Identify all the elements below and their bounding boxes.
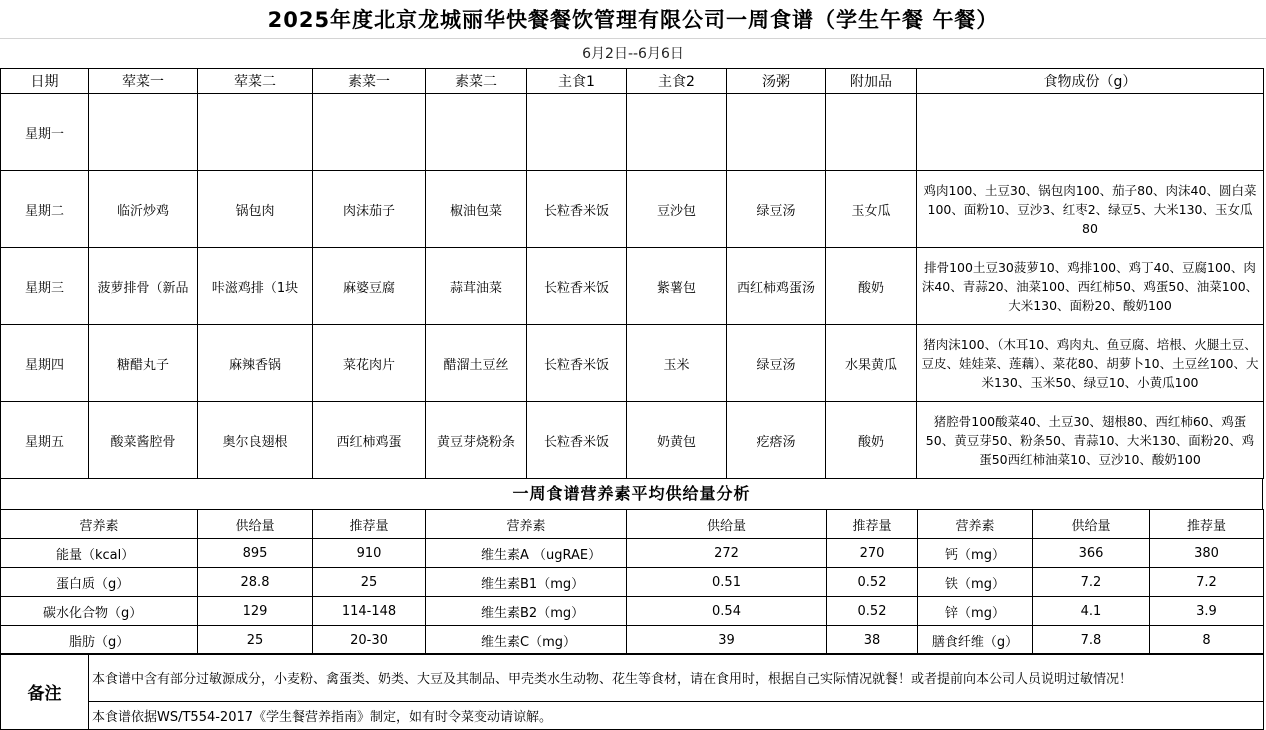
supply-value: 39 — [627, 626, 827, 655]
supply-value: 7.2 — [1033, 568, 1150, 597]
menu-row-tuesday — [1, 171, 1264, 248]
nutrition-table — [0, 509, 1264, 655]
ingredients-cell: 猪肉沫100、（木耳10、鸡肉丸、鱼豆腐、培根、火腿土豆、豆皮、娃娃菜、莲藕）、菜花80、胡萝卜10、土豆丝100、大米130、玉米50、绿豆10、小黄瓜100 — [917, 325, 1264, 402]
staple2-cell: 紫薯包 — [627, 248, 727, 325]
nutrition-section-title: 一周食谱营养素平均供给量分析 — [0, 479, 1263, 509]
meat1-cell — [89, 94, 198, 171]
recommended-header: 推荐量 — [1150, 510, 1264, 539]
menu-header-row — [1, 69, 1264, 94]
soup-cell: 西红柿鸡蛋汤 — [727, 248, 826, 325]
day-cell: 星期二 — [1, 171, 89, 248]
supply-value: 28.8 — [198, 568, 313, 597]
supply-header: 供给量 — [1033, 510, 1150, 539]
meat1-cell: 糖醋丸子 — [89, 325, 198, 402]
staple1-cell: 长粒香米饭 — [527, 248, 627, 325]
veg1-cell — [313, 94, 426, 171]
menu-header-cell: 日期 — [1, 69, 89, 94]
nutrition-row — [1, 568, 1264, 597]
ingredients-cell — [917, 94, 1264, 171]
veg1-cell: 肉沫茄子 — [313, 171, 426, 248]
veg1-cell: 麻婆豆腐 — [313, 248, 426, 325]
recommended-value: 8 — [1150, 626, 1264, 655]
supply-value: 7.8 — [1033, 626, 1150, 655]
staple1-cell: 长粒香米饭 — [527, 402, 627, 479]
allergen-note: 本食谱中含有部分过敏源成分，小麦粉、禽蛋类、奶类、大豆及其制品、甲壳类水生动物、花生等食材，请在食用时，根据自己实际情况就餐！或者提前向本公司人员说明过敏情况！ — [89, 654, 1264, 702]
recommended-value: 270 — [827, 539, 918, 568]
recommended-value: 3.9 — [1150, 597, 1264, 626]
extra-cell: 酸奶 — [826, 402, 917, 479]
menu-header-cell: 汤粥 — [727, 69, 826, 94]
recommended-value: 114-148 — [313, 597, 426, 626]
supply-value: 0.51 — [627, 568, 827, 597]
nutrient-header: 营养素 — [918, 510, 1033, 539]
day-cell: 星期四 — [1, 325, 89, 402]
weekly-menu-table — [0, 68, 1264, 479]
extra-cell: 玉女瓜 — [826, 171, 917, 248]
veg2-cell: 蒜茸油菜 — [426, 248, 527, 325]
staple2-cell: 豆沙包 — [627, 171, 727, 248]
nutrient-name: 蛋白质（g） — [1, 568, 198, 597]
notes-label: 备注 — [1, 654, 89, 730]
supply-value: 129 — [198, 597, 313, 626]
veg1-cell: 西红柿鸡蛋 — [313, 402, 426, 479]
soup-cell: 疙瘩汤 — [727, 402, 826, 479]
meat2-cell — [198, 94, 313, 171]
nutrient-header: 营养素 — [426, 510, 627, 539]
staple2-cell: 玉米 — [627, 325, 727, 402]
menu-header-cell: 附加品 — [826, 69, 917, 94]
soup-cell: 绿豆汤 — [727, 171, 826, 248]
recommended-value: 38 — [827, 626, 918, 655]
day-cell: 星期三 — [1, 248, 89, 325]
nutrient-name: 锌（mg） — [918, 597, 1033, 626]
meat1-cell: 临沂炒鸡 — [89, 171, 198, 248]
staple1-cell: 长粒香米饭 — [527, 325, 627, 402]
supply-header: 供给量 — [198, 510, 313, 539]
nutrient-header: 营养素 — [1, 510, 198, 539]
supply-header: 供给量 — [627, 510, 827, 539]
menu-header-cell: 素菜二 — [426, 69, 527, 94]
recommended-value: 910 — [313, 539, 426, 568]
supply-value: 0.54 — [627, 597, 827, 626]
menu-row-thursday — [1, 325, 1264, 402]
supply-value: 366 — [1033, 539, 1150, 568]
nutrient-name: 维生素A （ugRAE） — [426, 539, 627, 568]
nutrient-name: 膳食纤维（g） — [918, 626, 1033, 655]
nutrient-name: 能量（kcal） — [1, 539, 198, 568]
veg1-cell: 菜花肉片 — [313, 325, 426, 402]
nutrition-header-row — [1, 510, 1264, 539]
staple1-cell: 长粒香米饭 — [527, 171, 627, 248]
guideline-note: 本食谱依据WS/T554-2017《学生餐营养指南》制定，如有时令菜变动请谅解。 — [89, 702, 1264, 730]
recommended-header: 推荐量 — [827, 510, 918, 539]
recommended-value: 0.52 — [827, 597, 918, 626]
page-title: 2025年度北京龙城丽华快餐餐饮管理有限公司一周食谱（学生午餐 午餐） — [267, 8, 999, 32]
menu-header-cell: 食物成份（g） — [917, 69, 1264, 94]
extra-cell: 酸奶 — [826, 248, 917, 325]
soup-cell: 绿豆汤 — [727, 325, 826, 402]
nutrient-name: 维生素C（mg） — [426, 626, 627, 655]
menu-header-cell: 荤菜二 — [198, 69, 313, 94]
meat1-cell: 菠萝排骨（新品 — [89, 248, 198, 325]
recommended-value: 7.2 — [1150, 568, 1264, 597]
menu-row-wednesday — [1, 248, 1264, 325]
supply-value: 25 — [198, 626, 313, 655]
extra-cell — [826, 94, 917, 171]
meat2-cell: 麻辣香锅 — [198, 325, 313, 402]
menu-row-monday — [1, 94, 1264, 171]
menu-header-cell: 主食2 — [627, 69, 727, 94]
meat2-cell: 咔滋鸡排（1块 — [198, 248, 313, 325]
staple2-cell — [627, 94, 727, 171]
nutrition-row — [1, 597, 1264, 626]
date-range: 6月2日--6月6日 — [582, 46, 684, 62]
notes-row — [1, 702, 1264, 730]
veg2-cell: 黄豆芽烧粉条 — [426, 402, 527, 479]
recommended-value: 25 — [313, 568, 426, 597]
meat2-cell: 锅包肉 — [198, 171, 313, 248]
supply-value: 272 — [627, 539, 827, 568]
soup-cell — [727, 94, 826, 171]
staple2-cell: 奶黄包 — [627, 402, 727, 479]
recommended-value: 380 — [1150, 539, 1264, 568]
nutrient-name: 脂肪（g） — [1, 626, 198, 655]
nutrition-row — [1, 626, 1264, 655]
day-cell: 星期一 — [1, 94, 89, 171]
menu-header-cell: 主食1 — [527, 69, 627, 94]
veg2-cell — [426, 94, 527, 171]
nutrient-name: 维生素B2（mg） — [426, 597, 627, 626]
nutrition-row — [1, 539, 1264, 568]
recommended-header: 推荐量 — [313, 510, 426, 539]
menu-header-cell: 素菜一 — [313, 69, 426, 94]
veg2-cell: 醋溜土豆丝 — [426, 325, 527, 402]
nutrient-name: 钙（mg） — [918, 539, 1033, 568]
menu-header-cell: 荤菜一 — [89, 69, 198, 94]
day-cell: 星期五 — [1, 402, 89, 479]
recommended-value: 20-30 — [313, 626, 426, 655]
veg2-cell: 椒油包菜 — [426, 171, 527, 248]
ingredients-cell: 猪腔骨100酸菜40、土豆30、翅根80、西红柿60、鸡蛋50、黄豆芽50、粉条50、青蒜10、大米130、面粉20、鸡蛋50西红柿油菜10、豆沙10、酸奶100 — [917, 402, 1264, 479]
notes-row — [1, 654, 1264, 702]
nutrient-name: 铁（mg） — [918, 568, 1033, 597]
ingredients-cell: 鸡肉100、土豆30、锅包肉100、茄子80、肉沫40、圆白菜100、面粉10、豆沙3、红枣2、绿豆5、大米130、玉女瓜80 — [917, 171, 1264, 248]
ingredients-cell: 排骨100土豆30菠萝10、鸡排100、鸡丁40、豆腐100、肉沫40、青蒜20、油菜100、西红柿50、鸡蛋50、油菜100、大米130、面粉20、酸奶100 — [917, 248, 1264, 325]
meat1-cell: 酸菜酱腔骨 — [89, 402, 198, 479]
nutrient-name: 碳水化合物（g） — [1, 597, 198, 626]
staple1-cell — [527, 94, 627, 171]
supply-value: 895 — [198, 539, 313, 568]
extra-cell: 水果黄瓜 — [826, 325, 917, 402]
notes-table — [0, 653, 1264, 730]
meat2-cell: 奥尔良翅根 — [198, 402, 313, 479]
nutrient-name: 维生素B1（mg） — [426, 568, 627, 597]
supply-value: 4.1 — [1033, 597, 1150, 626]
recommended-value: 0.52 — [827, 568, 918, 597]
menu-row-friday — [1, 402, 1264, 479]
